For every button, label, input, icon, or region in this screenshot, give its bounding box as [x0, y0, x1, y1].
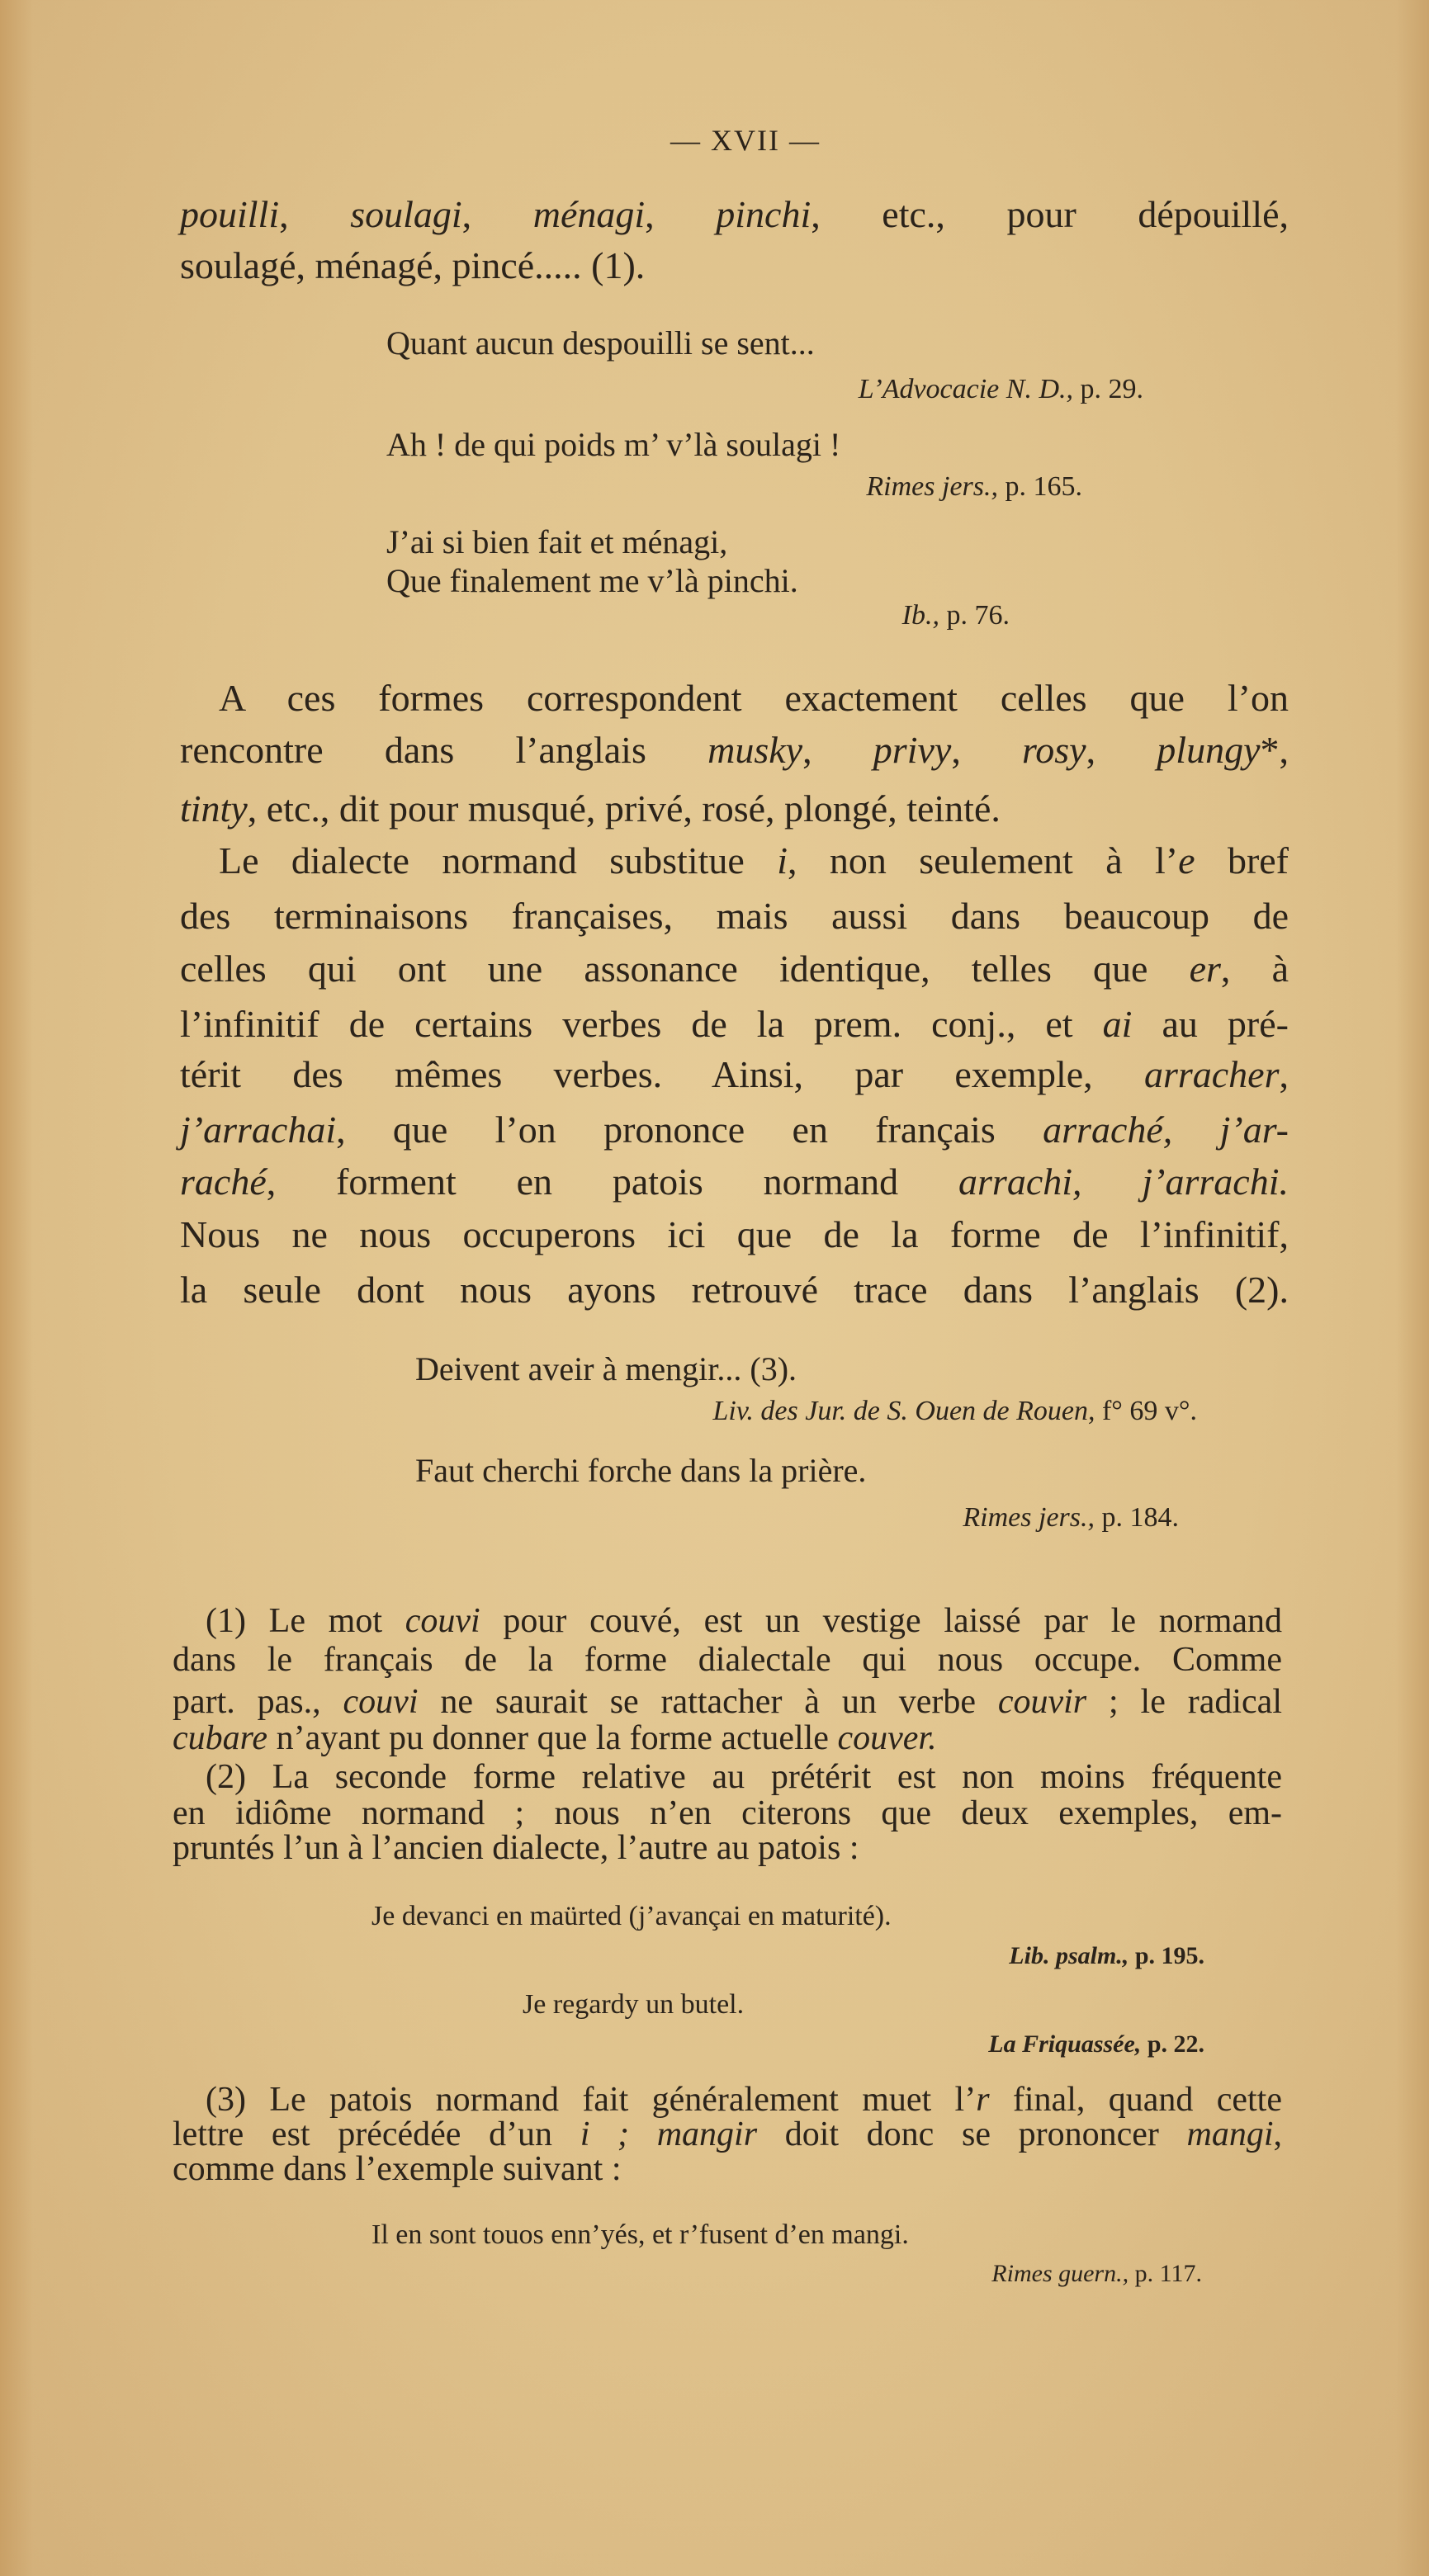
text-run: p. 165. [998, 471, 1082, 502]
text-run: , etc., pour dépouillé, [811, 193, 1289, 235]
text-run: comme dans l’exemple suivant : [173, 2150, 622, 2188]
page-edge-shadow-left [0, 0, 33, 2576]
quotation-citation [963, 1493, 1179, 1543]
italic-text-run: privy [873, 729, 952, 771]
text-line [180, 1210, 1289, 1260]
text-run: Faut cherchi forche dans la prière. [415, 1452, 867, 1489]
text-run: Je regardy un butel. [523, 1989, 745, 2020]
footnote-quotation-line [371, 2210, 909, 2260]
quotation-citation [902, 591, 1010, 640]
text-run: rencontre dans l’anglais [180, 729, 708, 771]
italic-text-run: Ib., [901, 600, 939, 631]
text-run: , [1279, 1053, 1289, 1095]
italic-text-run: couver. [837, 1719, 937, 1757]
italic-text-run: soulagi [350, 193, 462, 235]
text-run: (1) Le mot [206, 1602, 405, 1640]
italic-text-run: Liv. des Jur. de S. Ouen de Rouen, [712, 1396, 1095, 1426]
text-run: Il en sont touos enn’yés, et r’fusent d’en mangi. [371, 2219, 909, 2250]
text-run: J’ai si bien fait et ménagi, [386, 523, 728, 560]
text-run: , [279, 193, 351, 235]
text-line [219, 674, 1289, 723]
footnote-quotation-line [523, 1980, 744, 2030]
quotation-citation [713, 1387, 1198, 1436]
page-edge-shadow-right [1396, 0, 1429, 2576]
text-run: , à [1220, 948, 1289, 990]
italic-text-run: ai [1102, 1003, 1133, 1045]
text-run: doit donc se prononcer [757, 2115, 1187, 2153]
text-run: , [1086, 729, 1157, 771]
text-run: bref [1195, 839, 1289, 882]
text-run: Deivent aveir à mengir... (3). [415, 1350, 797, 1387]
text-run: part. pas., [173, 1683, 343, 1721]
quotation-citation [859, 365, 1143, 414]
italic-text-run: ménagi [532, 193, 646, 235]
text-run: pour couvé, est un vestige laissé par le normand [480, 1602, 1282, 1640]
text-line [180, 1105, 1289, 1155]
italic-text-run: mangir [656, 2115, 758, 2153]
italic-text-run: raché [180, 1160, 267, 1203]
text-run: , [645, 193, 717, 235]
italic-text-run: La Friquassée, [988, 2030, 1142, 2058]
italic-text-run: arrachi, j’arrachi. [958, 1160, 1289, 1203]
text-line [180, 1265, 1289, 1315]
italic-text-run: Rimes jers., [963, 1502, 1095, 1533]
italic-text-run: Rimes jers., [866, 471, 998, 502]
text-run: ne saurait se rattacher à un verbe [418, 1683, 998, 1721]
page-number-header: — XVII — [670, 124, 821, 157]
text-run: Quant aucun despouilli se sent... [386, 324, 815, 362]
text-run: , que l’on prononce en français [336, 1108, 1043, 1151]
text-line [180, 891, 1289, 941]
italic-text-run: mangi [1186, 2115, 1274, 2153]
text-line [180, 1050, 1289, 1099]
text-run: la seule dont nous ayons retrouvé trace dans l’anglais (2). [180, 1269, 1289, 1311]
italic-text-run: pouilli [180, 193, 280, 235]
text-run: A ces formes correspondent exactement celles que l’on [219, 677, 1289, 719]
quotation-line [415, 1446, 866, 1496]
italic-text-run: couvi [343, 1683, 419, 1721]
text-run: au pré- [1132, 1003, 1289, 1045]
text-run: Nous ne nous occuperons ici que de la forme de l’infinitif, [180, 1213, 1289, 1255]
text-run: (3) Le patois normand fait généralement muet l’ [206, 2081, 977, 2119]
footnote-quotation-line [371, 1892, 892, 1941]
text-line [180, 241, 1289, 291]
footnote-line [173, 1823, 1282, 1873]
text-line [180, 1157, 1289, 1207]
text-run: , forment en patois normand [266, 1160, 959, 1203]
text-line [180, 190, 1289, 239]
italic-text-run: j’arrachai [180, 1108, 337, 1151]
text-run: f° 69 v°. [1095, 1396, 1197, 1426]
text-run: final, quand cette [989, 2081, 1282, 2119]
text-line [219, 836, 1289, 886]
italic-text-run: tinty [180, 787, 248, 830]
text-run: celles qui ont une assonance identique, telles que [180, 948, 1190, 990]
text-run: Ah ! de qui poids m’ v’là soulagi ! [386, 426, 841, 463]
text-run: , [461, 193, 533, 235]
text-run: , non seulement à l’ [788, 839, 1179, 882]
italic-text-run: e [1178, 839, 1195, 882]
quotation-citation [866, 462, 1082, 512]
text-run: , [1273, 2115, 1283, 2153]
italic-text-run: plungy [1157, 729, 1261, 771]
text-run: des terminaisons françaises, mais aussi dans beaucoup de [180, 895, 1289, 937]
text-run: , [951, 729, 1023, 771]
text-line [180, 1000, 1289, 1049]
quotation-line [386, 556, 798, 606]
text-run: en idiôme normand ; nous n’en citerons que deux exemples, em- [173, 1794, 1282, 1832]
italic-text-run: arracher [1143, 1053, 1280, 1095]
italic-text-run: couvi [405, 1602, 480, 1640]
italic-text-run: cubare [173, 1719, 268, 1757]
text-line [180, 726, 1289, 775]
italic-text-run: r [976, 2081, 990, 2119]
text-run: (2) La seconde forme relative au prétérit est non moins fréquente [206, 1758, 1282, 1796]
text-run: , etc., dit pour musqué, privé, rosé, plongé, teinté. [247, 787, 1001, 830]
text-run: p. 195. [1129, 1942, 1204, 1969]
italic-text-run: Lib. psalm., [1009, 1942, 1129, 1969]
footnote-quotation-citation [991, 2249, 1202, 2299]
italic-text-run: i ; [580, 2115, 630, 2153]
text-run: lettre est précédée d’un [173, 2115, 580, 2153]
text-run: Je devanci en maürted (j’avançai en maturité). [371, 1901, 892, 1931]
footnote-line [173, 2144, 1282, 2194]
italic-text-run: couvir [997, 1683, 1087, 1721]
italic-text-run: er [1189, 948, 1221, 990]
italic-text-run: rosy [1022, 729, 1086, 771]
text-run: térit des mêmes verbes. Ainsi, par exemple, [180, 1053, 1144, 1095]
text-run: p. 117. [1129, 2260, 1202, 2287]
italic-text-run: L’Advocacie N. D., [858, 374, 1073, 404]
footnote-quotation-citation [988, 2020, 1204, 2069]
text-run: p. 29. [1073, 374, 1143, 404]
text-run: p. 22. [1141, 2030, 1204, 2058]
text-run: ; le radical [1086, 1683, 1282, 1721]
text-run: pruntés l’un à l’ancien dialecte, l’autre au patois : [173, 1829, 859, 1867]
text-line [180, 944, 1289, 994]
text-line [180, 784, 1289, 834]
text-run: n’ayant pu donner que la forme actuelle [267, 1719, 838, 1757]
footnote-quotation-citation [1009, 1931, 1204, 1981]
italic-text-run: Rimes guern., [991, 2260, 1129, 2287]
text-run: p. 184. [1095, 1502, 1179, 1533]
text-run: Le dialecte normand substitue [219, 839, 778, 882]
italic-text-run: arraché, j’ar- [1043, 1108, 1289, 1151]
text-run: *, [1260, 729, 1289, 771]
italic-text-run: pinchi [716, 193, 812, 235]
italic-text-run: i [777, 839, 788, 882]
quotation-line [386, 420, 840, 470]
text-run: l’infinitif de certains verbes de la prem. conj., et [180, 1003, 1103, 1045]
italic-text-run: musky [707, 729, 803, 771]
text-run: Que finalement me v’là pinchi. [386, 562, 798, 599]
text-run: , [802, 729, 873, 771]
text-run: soulagé, ménagé, pincé..... (1). [180, 244, 646, 286]
text-run: p. 76. [939, 600, 1010, 631]
text-run: dans le français de la forme dialectale qui nous occupe. Comme [173, 1641, 1282, 1679]
quotation-line [386, 319, 815, 368]
